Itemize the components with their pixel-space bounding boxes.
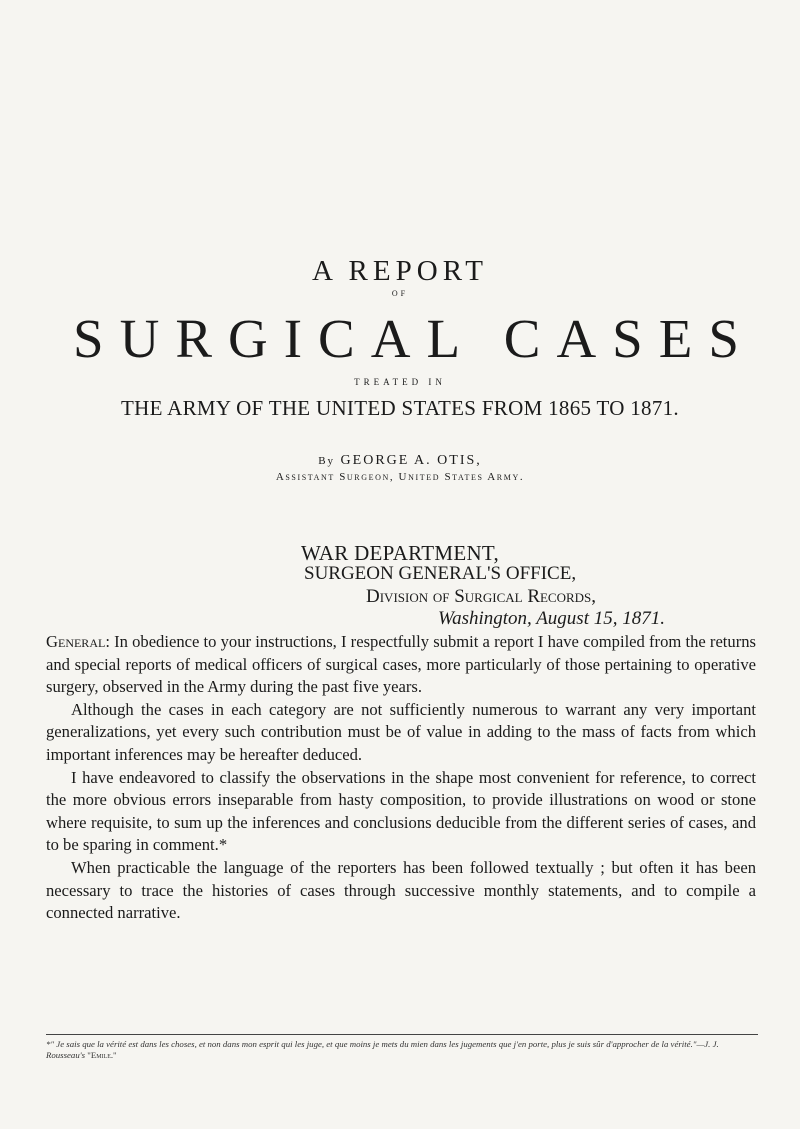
address-place-date: Washington, August 15, 1871. — [438, 608, 665, 629]
address-office: SURGEON GENERAL'S OFFICE, — [304, 563, 577, 584]
footnote-source: "Emile." — [87, 1050, 117, 1060]
title-surgical-cases: SURGICAL CASES — [73, 308, 755, 369]
letter-paragraph-3: I have endeavored to classify the observations in the shape most convenient for reference, to correct the more obvious errors inseparable from hasty composition, to provide illustrations on wood or stone where requisite, to sum up the inferences and conclusions deducible from the different series of cases, and to be sparing in comment.* — [46, 767, 756, 855]
author-byline — [0, 453, 800, 469]
paragraph-text: : In obedience to your instructions, I respectfully submit a report I have compiled from the returns and special reports of medical officers of surgical cases, more particularly of those pertaining to operative surgery, observed in the Army during the past five years. — [46, 632, 756, 697]
letter-salutation: General — [46, 632, 106, 651]
letter-paragraph-4: When practicable the language of the reporters has been followed textually ; but often it has been necessary to trace the histories of cases through successive monthly statements, and to compile a connected narrative. — [46, 857, 756, 923]
author-by: By — [318, 455, 336, 467]
footnote-text: *" Je sais que la vérité est dans les choses, et non dans mon esprit qui les juge, et que moins je mets du mien dans les jugements que j'en porte, plus je suis sûr d'approcher de la vérité."—J. J. Rousseau's — [46, 1039, 719, 1060]
address-division: Division of Surgical Records, — [366, 586, 597, 607]
footnote — [46, 1039, 756, 1061]
author-name: GEORGE A. OTIS, — [340, 453, 482, 468]
letter-paragraph-2: Although the cases in each category are not sufficiently numerous to warrant any very important generalizations, yet every such contribution must be of value in adding to the mass of facts from which important inferences may be hereafter deduced. — [46, 699, 756, 764]
title-of: OF — [391, 289, 409, 298]
title-treated-in: TREATED IN — [354, 377, 446, 387]
footnote-divider — [46, 1034, 758, 1035]
title-army-line: THE ARMY OF THE UNITED STATES FROM 1865 TO 1871. — [121, 396, 679, 420]
title-report: A REPORT — [311, 255, 489, 287]
letter-body — [46, 631, 756, 925]
author-position: Assistant Surgeon, United States Army. — [275, 471, 525, 483]
letter-paragraph-1 — [46, 631, 756, 699]
address-department: WAR DEPARTMENT, — [300, 541, 500, 565]
